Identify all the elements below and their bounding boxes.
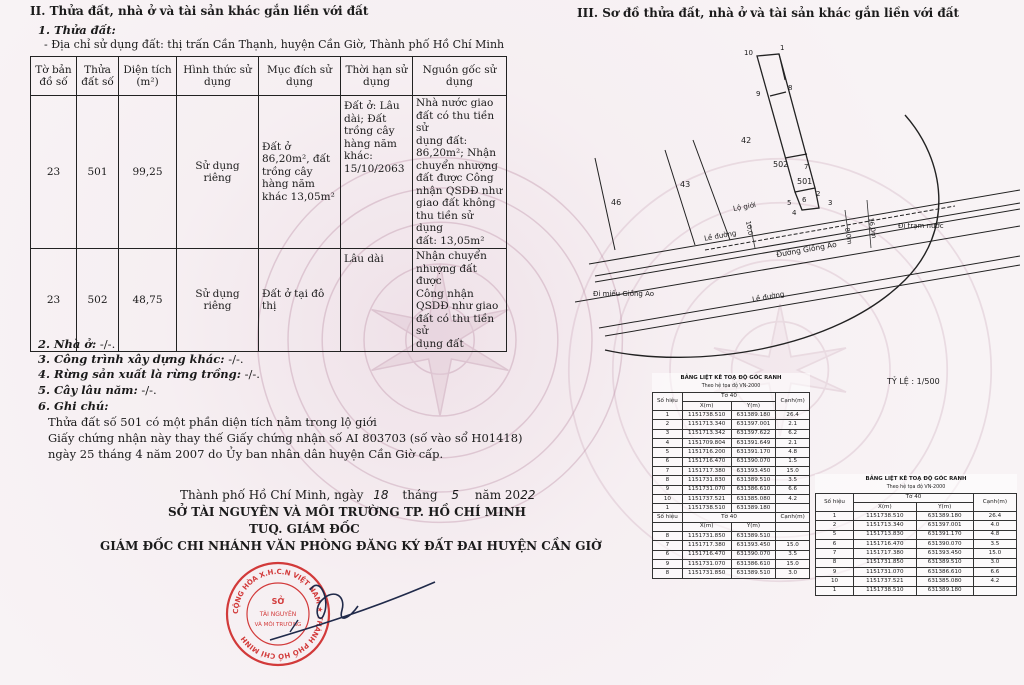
- note-house-label: 2. Nhà ở:: [38, 337, 97, 351]
- coord-point: 1: [816, 512, 854, 521]
- coord-subtitle: Theo hệ tọa độ VN-2000: [886, 484, 946, 490]
- coord-y: 631385.080: [916, 577, 973, 586]
- origin-line: giao đất không: [416, 197, 496, 209]
- coord-x: 1151717.380: [854, 549, 916, 558]
- neighbour-boundaries: [595, 54, 785, 250]
- coord-header: Cạnh(m): [776, 513, 810, 522]
- coord-row: [653, 439, 810, 448]
- coord-header: Tờ 40: [682, 513, 776, 522]
- cell-map-sheet: 23: [31, 96, 77, 249]
- coord-header: Y(m): [731, 522, 776, 531]
- note-trees-label: 5. Cây lâu năm:: [38, 383, 138, 397]
- coord-row: [816, 586, 1017, 595]
- coord-y: 631390.070: [916, 540, 973, 549]
- purpose-line: Đất ở tại đô: [262, 287, 325, 300]
- coord-header: Y(m): [731, 401, 776, 410]
- coord-x: 1151717.380: [682, 466, 731, 475]
- coord-header: X(m): [682, 522, 731, 531]
- road-curve: [605, 115, 939, 357]
- vertex-label: 10: [744, 49, 753, 57]
- coord-point: 5: [653, 448, 683, 457]
- coord-table-b: [815, 474, 1017, 596]
- header-purpose: Mục đích sử dụng: [259, 57, 341, 96]
- coord-x: 1151731.070: [682, 485, 731, 494]
- coord-x: 1151738.510: [682, 504, 731, 513]
- vertex-label: 1: [780, 44, 785, 52]
- header-term: Thời hạn sử dụng: [341, 57, 413, 96]
- coord-length: 2.1: [776, 439, 810, 448]
- plot-label-46: 46: [611, 198, 622, 207]
- coord-row: [816, 567, 1017, 576]
- coord-x: 1151731.070: [854, 567, 916, 576]
- note-forest-value: -/-.: [244, 367, 260, 381]
- map-scale: TỶ LỆ : 1/500: [887, 377, 940, 386]
- coord-row: [816, 558, 1017, 567]
- coord-row: [653, 569, 810, 578]
- coord-y: 631391.170: [916, 530, 973, 539]
- land-plot-table: [30, 56, 507, 352]
- term-line: Lâu dài: [344, 253, 384, 265]
- coord-point: 7: [653, 541, 683, 550]
- coord-y: 631386.610: [916, 567, 973, 576]
- cell-map-sheet: 23: [31, 249, 77, 352]
- cell-term: [341, 249, 413, 352]
- note-construction-value: -/-.: [228, 352, 244, 366]
- coord-header: Y(m): [916, 502, 973, 511]
- month-label: tháng: [402, 488, 438, 502]
- stamp-ring-text: CỘNG HÒA X.H.C.N VIỆT NAM ★ THÀNH PHỐ HỒ CHÍ MINH: [231, 567, 325, 661]
- coord-length: 4.2: [776, 494, 810, 503]
- term-line: khác:: [344, 150, 373, 162]
- origin-line: Công nhận: [416, 287, 474, 300]
- coord-header: X(m): [854, 502, 916, 511]
- note-remarks-label: 6. Ghi chú:: [38, 399, 109, 413]
- coord-x: 1151738.510: [854, 512, 916, 521]
- coord-point: 1: [816, 586, 854, 595]
- coord-y: 631391.170: [731, 448, 776, 457]
- coord-x: 1151716.200: [682, 448, 731, 457]
- vertex-label: 2: [816, 190, 821, 198]
- coord-y: 631386.610: [731, 485, 776, 494]
- coord-x: 1151731.830: [682, 476, 731, 485]
- coord-x: 1151731.070: [682, 559, 731, 568]
- coord-point: 8: [653, 569, 683, 578]
- coord-y: 631385.080: [731, 494, 776, 503]
- coord-length: 26.4: [973, 512, 1016, 521]
- table-header-row: [31, 57, 507, 96]
- coord-length: 4.8: [973, 530, 1016, 539]
- purpose-line: Đất ở: [262, 140, 291, 153]
- coord-point: 7: [816, 549, 854, 558]
- handwritten-year: 22: [520, 488, 536, 502]
- coord-row: [653, 559, 810, 568]
- origin-line: 86,20m²; Nhận: [416, 147, 497, 159]
- origin-line: đất: 13,05m²: [416, 234, 485, 247]
- coord-row: [653, 457, 810, 466]
- coord-y: 631393.450: [731, 541, 776, 550]
- section-title-right: III. Sơ đồ thửa đất, nhà ở và tài sản khác gắn liền với đất: [577, 6, 960, 20]
- origin-line: nhận QSDĐ như: [416, 184, 503, 197]
- coord-point: 6: [653, 550, 683, 559]
- place-date-prefix: Thành phố Hồ Chí Minh, ngày: [180, 488, 364, 502]
- coord-length: 15.0: [776, 466, 810, 475]
- coord-row: [653, 504, 810, 513]
- coord-subtitle: Theo hệ tọa độ VN-2000: [701, 383, 761, 389]
- vertex-label: 6: [802, 196, 807, 204]
- width-label: 16,0m: [866, 217, 879, 239]
- coord-length: 4.0: [973, 521, 1016, 530]
- coord-length: 6.6: [776, 485, 810, 494]
- tuq-director: TUQ. GIÁM ĐỐC: [249, 522, 360, 536]
- note-trees-value: -/-.: [141, 383, 157, 397]
- remark-line: Thửa đất số 501 có một phần diện tích nằm trong lộ giới: [48, 415, 377, 429]
- coord-length: 3.0: [973, 558, 1016, 567]
- place-date: [180, 488, 535, 502]
- coord-y: 631397.622: [731, 429, 776, 438]
- coord-point: 9: [653, 485, 683, 494]
- note-forest: [38, 367, 260, 381]
- coord-title: BẢNG LIỆT KÊ TOẠ ĐỘ GÓC RANH: [865, 475, 967, 482]
- coord-y: 631391.649: [731, 439, 776, 448]
- coord-x: 1151713.340: [854, 521, 916, 530]
- coord-y: 631389.180: [916, 512, 973, 521]
- coord-y: 631397.001: [731, 420, 776, 429]
- coord-y: 631390.070: [731, 550, 776, 559]
- street-label: Lộ giới: [732, 201, 757, 213]
- coord-point: 5: [816, 530, 854, 539]
- coord-y: 631397.001: [916, 521, 973, 530]
- cell-form: Sử dụng riêng: [177, 249, 259, 352]
- purpose-line: khác 13,05m²: [262, 190, 335, 203]
- cell-area: 48,75: [119, 249, 177, 352]
- coord-x: 1151713.830: [854, 530, 916, 539]
- coord-header: Tờ 40: [854, 493, 974, 502]
- vertex-label: 9: [756, 90, 761, 98]
- coord-point: 9: [816, 567, 854, 576]
- origin-line: Nhà nước giao: [416, 97, 494, 109]
- cell-plot: 501: [77, 96, 119, 249]
- plot-label-501: 501: [797, 177, 813, 186]
- coord-length: 6.6: [973, 567, 1016, 576]
- coord-row: [816, 540, 1017, 549]
- plot-label-42: 42: [741, 136, 752, 145]
- coord-y: 631389.180: [916, 586, 973, 595]
- vertex-label: 3: [828, 199, 833, 207]
- coord-row: [653, 448, 810, 457]
- coord-row: [653, 476, 810, 485]
- road-lines: [575, 190, 1020, 336]
- coord-length: 6.2: [776, 429, 810, 438]
- coord-row: [653, 429, 810, 438]
- coord-y: 631389.180: [731, 504, 776, 513]
- vertex-label: 8: [788, 84, 793, 92]
- coord-point: 8: [653, 476, 683, 485]
- purpose-line: hàng năm: [262, 178, 315, 191]
- cell-area: 99,25: [119, 96, 177, 249]
- coord-length: [776, 504, 810, 513]
- handwritten-signature: [250, 570, 440, 650]
- street-label: Lề đường: [703, 229, 737, 243]
- stamp-center-line: SỞ: [271, 597, 285, 606]
- branch-director: GIÁM ĐỐC CHI NHÁNH VĂN PHÒNG ĐĂNG KÝ ĐẤT ĐAI HUYỆN CẦN GIỜ: [100, 539, 602, 553]
- note-house: [38, 337, 115, 351]
- coord-x: 1151717.380: [682, 541, 731, 550]
- coord-point: 10: [816, 577, 854, 586]
- coord-title: BẢNG LIỆT KÊ TOẠ ĐỘ GÓC RANH: [680, 374, 782, 381]
- coord-length: 26.4: [776, 411, 810, 420]
- coord-length: 3.5: [776, 550, 810, 559]
- coord-y: 631393.450: [916, 549, 973, 558]
- coord-y: 631389.180: [731, 411, 776, 420]
- coord-x: 1151737.521: [682, 494, 731, 503]
- vertex-label: 4: [792, 209, 797, 217]
- coord-x: 1151709.804: [682, 439, 731, 448]
- coord-x: 1151713.340: [682, 420, 731, 429]
- note-house-value: -/-.: [99, 337, 116, 351]
- coord-header: Số hiệu: [653, 392, 683, 411]
- coord-row: [816, 530, 1017, 539]
- coord-point: 2: [653, 420, 683, 429]
- coord-row: [816, 512, 1017, 521]
- coord-y: 631389.510: [731, 476, 776, 485]
- header-map-sheet: Tờ bản đồ số: [31, 57, 77, 96]
- coord-y: 631393.450: [731, 466, 776, 475]
- handwritten-day: 18: [373, 488, 389, 502]
- coord-header: Cạnh(m): [973, 493, 1016, 512]
- origin-line: dụng đất:: [416, 134, 468, 147]
- note-trees: [38, 383, 157, 397]
- coord-x: 1151716.470: [682, 550, 731, 559]
- coord-row: [653, 494, 810, 503]
- plot-502-501-outline: [757, 54, 819, 210]
- coord-point: 10: [653, 494, 683, 503]
- handwritten-month: 5: [451, 488, 459, 502]
- coord-header: X(m): [682, 401, 731, 410]
- cell-origin: [413, 249, 507, 352]
- coord-y: 631389.510: [731, 532, 776, 541]
- coord-x: 1151731.850: [682, 532, 731, 541]
- coord-row: [816, 521, 1017, 530]
- section-title-left: II. Thửa đất, nhà ở và tài sản khác gắn liền với đất: [30, 4, 369, 18]
- coord-table-a: [652, 373, 810, 579]
- note-forest-label: 4. Rừng sản xuất là rừng trồng:: [38, 367, 241, 381]
- street-label: Đi trạm nước: [898, 222, 944, 230]
- street-label: Lề đường: [751, 290, 785, 304]
- coord-y: 631386.610: [731, 559, 776, 568]
- coord-row: [653, 411, 810, 420]
- coord-length: [776, 532, 810, 541]
- origin-line: đất có thu tiền sử: [416, 312, 495, 337]
- coord-point: 3: [653, 429, 683, 438]
- plot-diagram: [575, 40, 1020, 375]
- coord-length: 15.0: [776, 559, 810, 568]
- term-line: trồng cây: [344, 125, 395, 137]
- year-label: năm 20: [474, 488, 521, 502]
- table-row: [31, 96, 507, 249]
- coord-row: [816, 577, 1017, 586]
- coord-length: 3.5: [973, 540, 1016, 549]
- agency-name: SỞ TÀI NGUYÊN VÀ MÔI TRƯỜNG TP. HỒ CHÍ MINH: [168, 505, 526, 519]
- coord-row: [653, 532, 810, 541]
- coord-row: [653, 466, 810, 475]
- coord-length: 3.5: [776, 476, 810, 485]
- coord-x: 1151716.470: [682, 457, 731, 466]
- coord-row: [653, 485, 810, 494]
- header-origin: Nguồn gốc sử dụng: [413, 57, 507, 96]
- purpose-line: trồng cây: [262, 165, 313, 178]
- coord-point: 7: [653, 466, 683, 475]
- term-line: hàng năm: [344, 137, 397, 150]
- origin-line: nhượng đất được: [416, 262, 477, 287]
- origin-line: Nhận chuyển: [416, 250, 487, 262]
- plot-label-43: 43: [680, 180, 691, 189]
- coord-row: [816, 549, 1017, 558]
- origin-line: QSDĐ như giao: [416, 300, 499, 312]
- origin-line: chuyển nhượng: [416, 159, 498, 172]
- width-label: 10,0: [744, 220, 755, 236]
- coord-x: 1151731.850: [682, 569, 731, 578]
- cell-purpose: [259, 249, 341, 352]
- coord-length: 15.0: [776, 541, 810, 550]
- header-usage-form: Hình thức sử dụng: [177, 57, 259, 96]
- coord-length: 2.1: [776, 420, 810, 429]
- land-plot-heading: 1. Thửa đất:: [38, 23, 116, 37]
- coord-x: 1151738.510: [854, 586, 916, 595]
- coord-header: Số hiệu: [653, 513, 683, 522]
- coord-x: 1151713.342: [682, 429, 731, 438]
- note-construction: [38, 352, 244, 366]
- coord-point: 1: [653, 411, 683, 420]
- stamp-center-line: VÀ MÔI TRƯỜNG: [254, 622, 302, 628]
- coord-point: 1: [653, 504, 683, 513]
- coord-header: Cạnh(m): [776, 392, 810, 411]
- coord-row: [653, 550, 810, 559]
- coord-x: 1151738.510: [682, 411, 731, 420]
- origin-line: đất được Công: [416, 172, 494, 184]
- term-line: dài; Đất: [344, 112, 387, 125]
- street-label: Đi miếu Giồng Ao: [593, 290, 655, 298]
- coord-point: 6: [653, 457, 683, 466]
- coord-row: [653, 541, 810, 550]
- street-label: Đường Giồng Ao: [775, 239, 838, 260]
- coord-x: 1151731.850: [854, 558, 916, 567]
- coord-length: 3.0: [776, 569, 810, 578]
- coord-length: 15.0: [973, 549, 1016, 558]
- plot-label-502: 502: [773, 160, 789, 169]
- purpose-line: thị: [262, 300, 277, 312]
- coord-row: [653, 420, 810, 429]
- remark-line: ngày 25 tháng 4 năm 2007 do Ủy ban nhân dân huyện Cần Giờ cấp.: [48, 447, 444, 461]
- coord-x: 1151716.470: [854, 540, 916, 549]
- coord-y: 631389.510: [916, 558, 973, 567]
- coord-header: Tờ 40: [682, 392, 776, 401]
- origin-line: thu tiền sử dụng: [416, 209, 474, 234]
- coord-length: 4.2: [973, 577, 1016, 586]
- coord-length: 1.5: [776, 457, 810, 466]
- coord-point: 2: [816, 521, 854, 530]
- note-construction-label: 3. Công trình xây dựng khác:: [38, 352, 225, 366]
- term-line: 15/10/2063: [344, 162, 405, 175]
- cell-origin: [413, 96, 507, 249]
- cell-form: Sử dụng riêng: [177, 96, 259, 249]
- coord-point: 8: [653, 532, 683, 541]
- stamp-center-line: TÀI NGUYÊN: [259, 611, 297, 618]
- coord-length: 4.8: [776, 448, 810, 457]
- remark-line: Giấy chứng nhận này thay thế Giấy chứng nhận số AI 803703 (số vào sổ H01418): [48, 431, 523, 445]
- coord-y: 631389.510: [731, 569, 776, 578]
- header-plot-number: Thửa đất số: [77, 57, 119, 96]
- coord-point: 8: [816, 558, 854, 567]
- coord-point: 9: [653, 559, 683, 568]
- coord-point: 6: [816, 540, 854, 549]
- cell-plot: 502: [77, 249, 119, 352]
- cell-term: [341, 96, 413, 249]
- land-address: - Địa chỉ sử dụng đất: thị trấn Cần Thạnh, huyện Cần Giờ, Thành phố Hồ Chí Minh: [44, 38, 505, 51]
- origin-line: dụng đất: [416, 337, 464, 350]
- purpose-line: 86,20m², đất: [262, 153, 331, 166]
- vertex-label: 5: [787, 199, 792, 207]
- coord-x: 1151737.521: [854, 577, 916, 586]
- coord-y: 631390.070: [731, 457, 776, 466]
- coord-length: [973, 586, 1016, 595]
- origin-line: đất có thu tiền sử: [416, 109, 495, 134]
- width-label: 8,0m: [842, 227, 854, 245]
- term-line: Đất ở: Lâu: [344, 100, 400, 112]
- header-area: Diện tích (m²): [119, 57, 177, 96]
- coord-header: Số hiệu: [816, 493, 854, 512]
- coord-point: 4: [653, 439, 683, 448]
- cell-purpose: [259, 96, 341, 249]
- vertex-label: 7: [804, 163, 809, 171]
